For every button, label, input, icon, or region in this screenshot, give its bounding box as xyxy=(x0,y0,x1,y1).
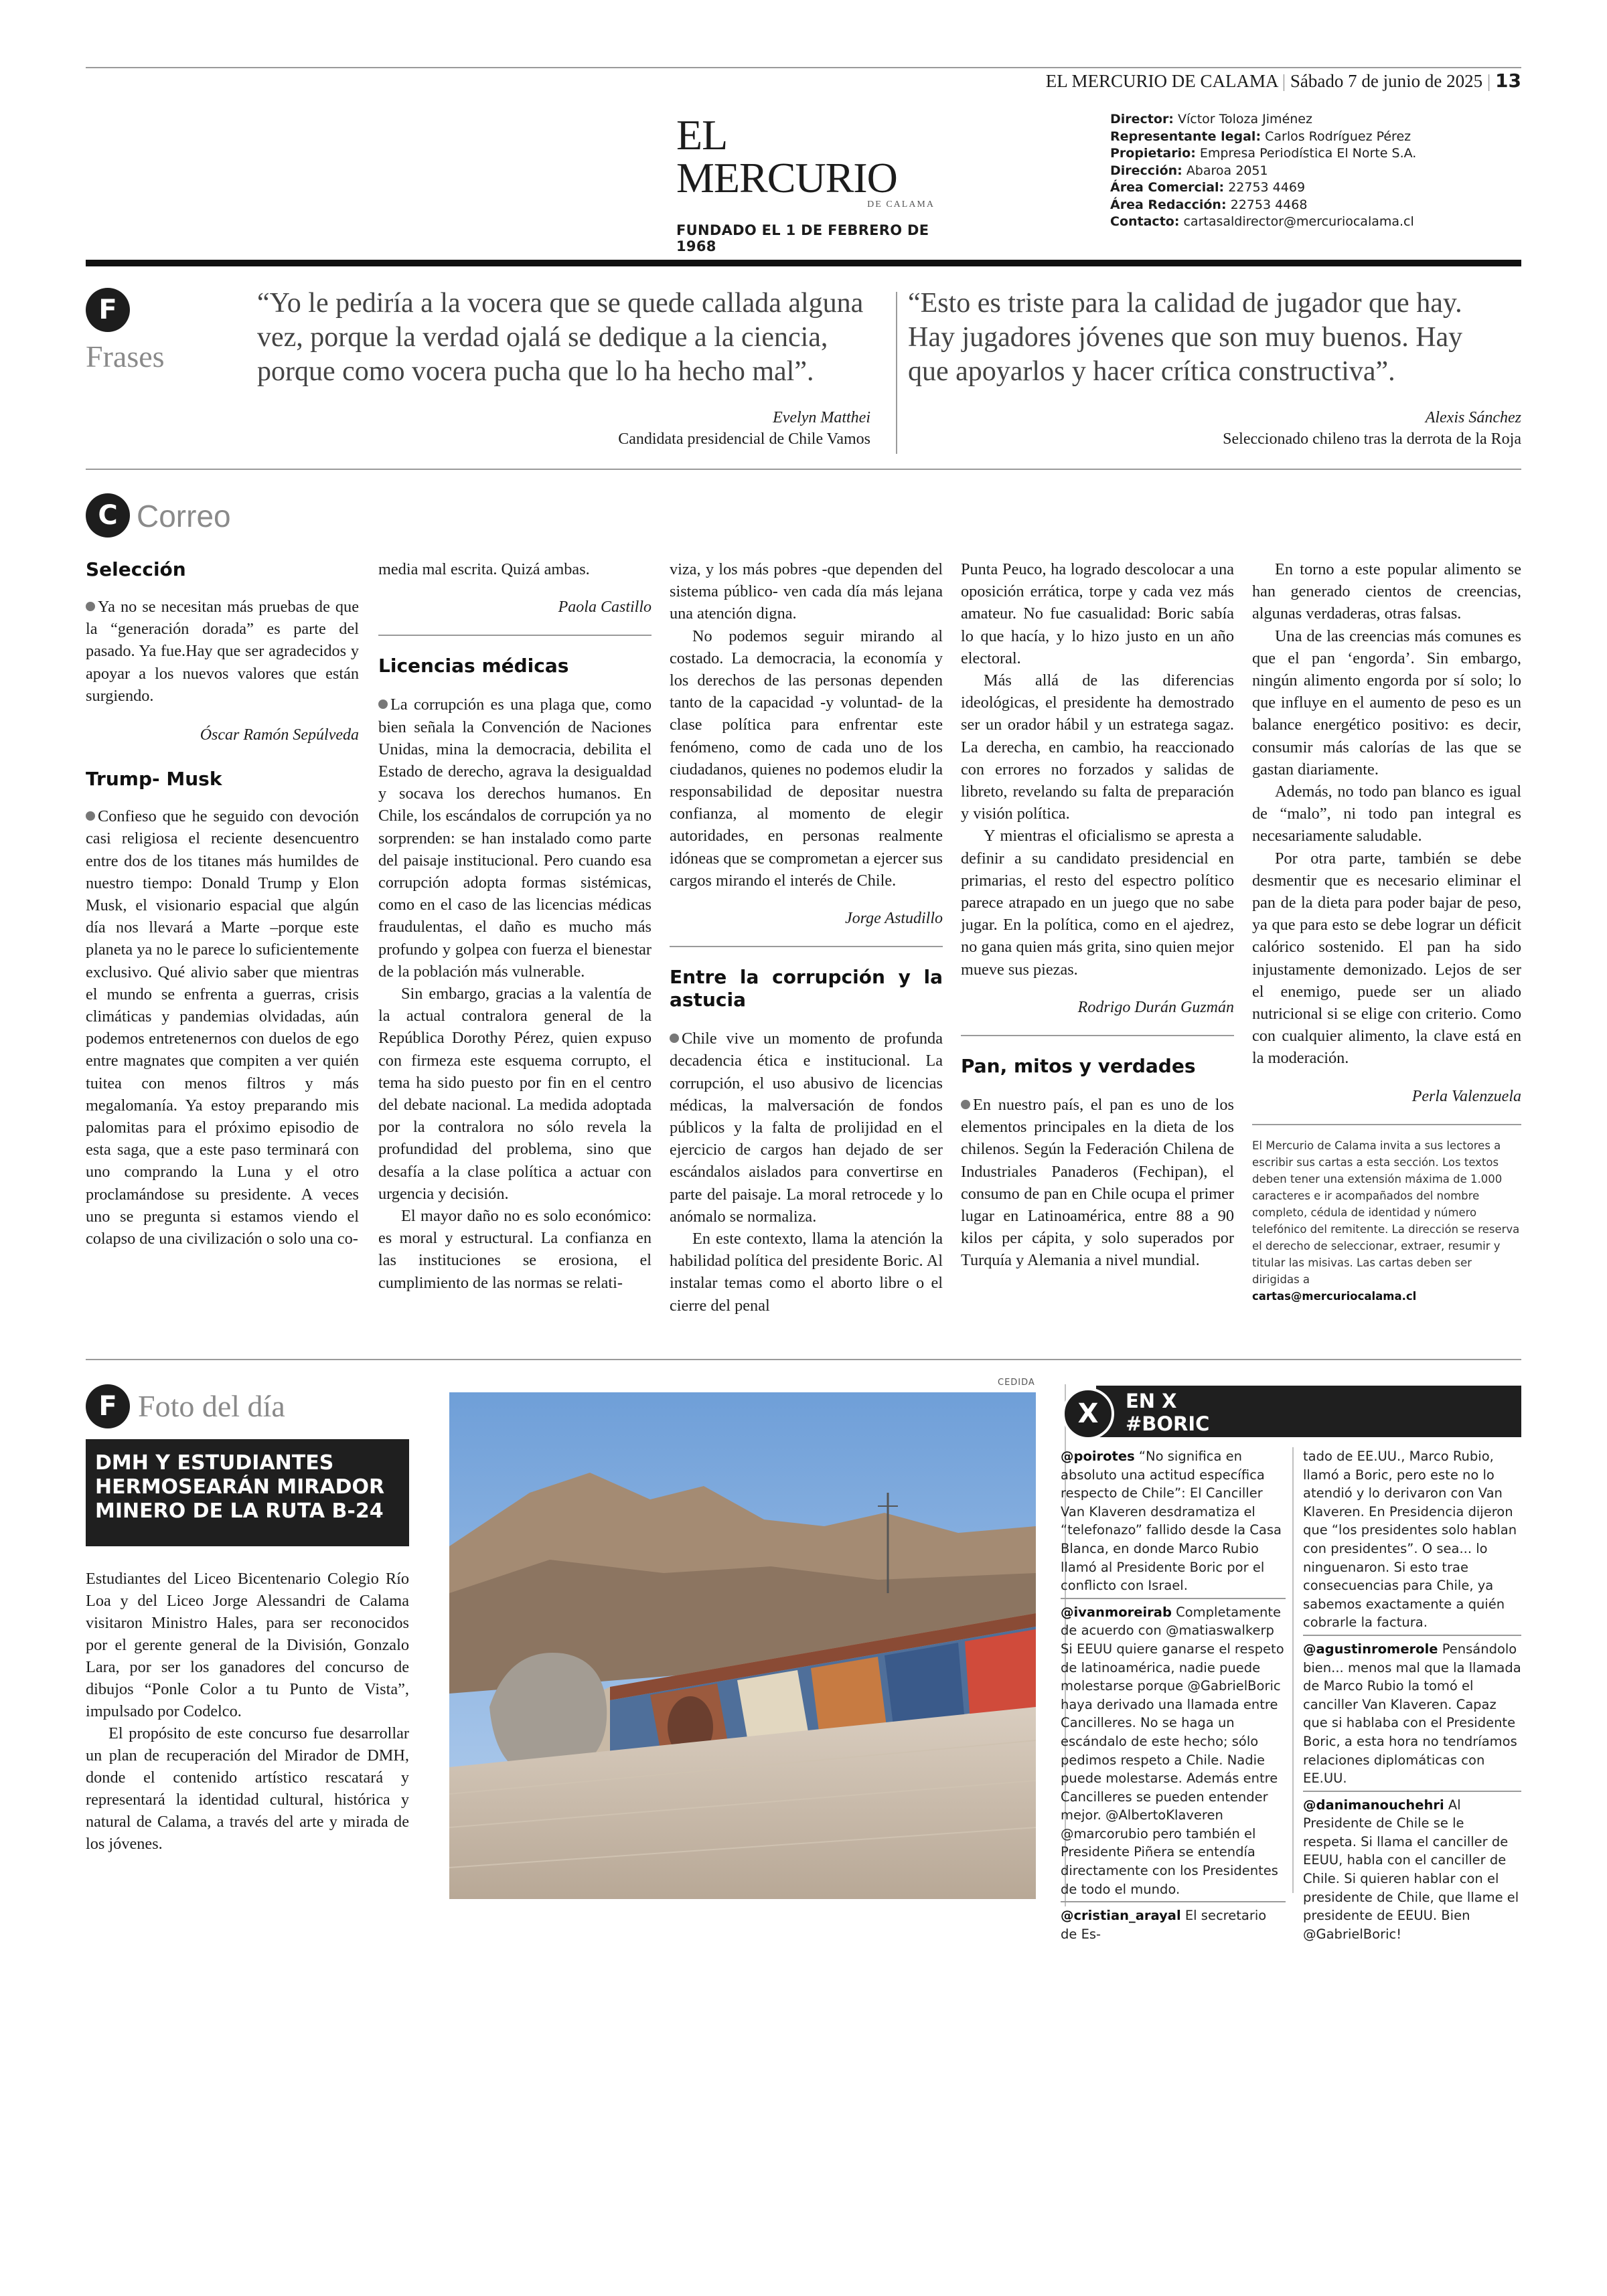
folio xyxy=(1046,70,1521,92)
quote-1-name: Evelyn Matthei xyxy=(773,409,870,426)
letter-title-pan: Pan, mitos y verdades xyxy=(961,1055,1196,1078)
tweet-text: “No significa en absoluto una actitud específica respecto de Chile”: El Canciller Van Klaveren desdramatiza el “telefonazo” fallido desde la Casa Blanca, en donde Marco Rubio llamó al Presidente Boric por el conflicto con Israel. xyxy=(1061,1449,1282,1594)
letter-body: media mal escrita. Quizá ambas. xyxy=(378,560,590,578)
bullet-icon xyxy=(670,1034,679,1043)
quote-divider xyxy=(896,292,897,454)
photo-mirador-mural xyxy=(449,1392,1036,1899)
section-rule xyxy=(86,469,1521,470)
letter-body: Más allá de las diferencias ideológicas, el presidente ha demostrado ser un orador hábil y un estratega sagaz. La derecha, en cambio, ha reaccionado con errores no forzados y salidas de libreto, revelando su falta de preparación y visión política. xyxy=(961,671,1234,823)
letter-body: Ya no se necesitan más pruebas de que la “generación dorada” es parte del pasado. Ya fue.Hay que ser agradecidos y apoyar a los nuevos valores que están surgiendo. xyxy=(86,598,359,705)
letter-author: Rodrigo Durán Guzmán xyxy=(1077,998,1234,1016)
letter-body: Confieso que he seguido con devoción casi religiosa el reciente desencuentro entre dos de los titanes más humildes de nuestro tiempo: Donald Trump y Elon Musk, el visionario espacial que algún día nos llevará a Marte –porque este planeta ya no le parece lo suficientemente exclusivo. Qué alivio saber que mientras el mundo se enfrenta a guerras, crisis climáticas y pandemias olvidadas, aún podemos entretenernos con duelos de ego entre magnates que compiten a ver quién tuitea con menos filtros y más megalomanía. Ya estoy preparando mis palomitas para el próximo episodio de esta saga, que a este paso terminará con uno comprando la Luna y el otro proclamándose su presidente. A veces uno se pregunta si estamos viendo el colapso de una civilización o solo una co- xyxy=(86,807,359,1248)
bullet-icon xyxy=(86,602,95,611)
logo-name: EL MERCURIO xyxy=(676,111,897,201)
submission-email: cartas@mercuriocalama.cl xyxy=(1252,1289,1417,1303)
letter-body: Punta Peuco, ha logrado descolocar a una oposición errática, torpe y cada vez más amateur. No fue casualidad: Boric sabía lo que hacía, y lo hizo justo en un año electoral. xyxy=(961,560,1234,667)
quote-1: “Yo le pediría a la vocera que se quede callada alguna vez, porque la verdad ojalá se dedique a la ciencia, porque como vocera pucha que lo ha hecho mal”. xyxy=(257,288,864,387)
letter-body: En este contexto, llama la atención la habilidad política del presidente Boric. Al instalar temas como el aborto libre o el cierre del penal xyxy=(670,1230,943,1315)
tweets-column-2 xyxy=(1303,1447,1521,1950)
letters-column-3 xyxy=(670,558,943,1317)
bullet-icon xyxy=(378,700,388,709)
submission-notice: El Mercurio de Calama invita a sus lectores a escribir sus cartas a esta sección. Los textos deben tener una extensión máxima de 1.000 caracteres e ir acompañados del nombre completo, cédula de identidad y número telefónico del remitente. La dirección se reserva el derecho de seleccionar, extraer, resumir y titular las misivas. Las cartas deben ser dirigidas a cartas@mercuriocalama.cl xyxy=(1252,1139,1520,1303)
letter-title-licencias: Licencias médicas xyxy=(378,655,569,677)
quote-2-role: Seleccionado chileno tras la derrota de la Roja xyxy=(1223,430,1521,448)
letter-body: En torno a este popular alimento se han generado cientos de creencias, algunas verdaderas, otras falsas. xyxy=(1252,560,1521,623)
frases-badge: F xyxy=(86,288,130,332)
photo-headline: DMH Y ESTUDIANTES HERMOSEARÁN MIRADOR MINERO DE LA RUTA B-24 xyxy=(86,1439,409,1546)
quote-2-signature xyxy=(1051,407,1521,450)
letter-body: Y mientras el oficialismo se apresta a definir a su candidato presidencial en primarias, el resto del espectro político parece atrapado en un juego que no sabe jugar. En la política, como en el ajedrez, no gana quien más grita, sino quien mejor mueve sus piezas. xyxy=(961,827,1234,979)
section-rule xyxy=(86,1359,1521,1360)
quote-1-role: Candidata presidencial de Chile Vamos xyxy=(618,430,870,448)
letters-column-1 xyxy=(86,558,359,1250)
letter-title-seleccion: Selección xyxy=(86,558,186,580)
letter-body: Chile vive un momento de profunda decadencia ética e institucional. La corrupción, el uso abusivo de licencias médicas, la malversación de fondos públicos y la falta de prolijidad en el ejercicio de cargos han dejado de ser escándalos aislados para convertirse en parte del paisaje. La moral retrocede y lo anómalo se normaliza. xyxy=(670,1030,943,1226)
tweet-user[interactable]: @cristian_arayal xyxy=(1061,1908,1181,1924)
foto-badge: F xyxy=(86,1384,130,1428)
letter-body: viza, y los más pobres -que dependen del sistema público- ven cada día más lejana una atención digna. xyxy=(670,560,943,623)
tweet-user[interactable]: @ivanmoreirab xyxy=(1061,1604,1172,1620)
letter-author: Jorge Astudillo xyxy=(845,910,943,928)
folio-sep: | xyxy=(1282,71,1286,91)
foto-label: Foto del día xyxy=(138,1389,285,1423)
photo-caption: Estudiantes del Liceo Bicentenario Colegio Río Loa y del Liceo Jorge Alessandri de Calama visitaron Ministro Hales, para ser reconocidos por el gerente general de la División, Gonzalo Lara, por ser los ganadores del concurso de dibujos “Ponle Color a tu Punto de Vista”, impulsado por Codelco. El propósito de este concurso fue desarrollar un plan de recuperación del Mirador de DMH, donde el contenido artístico rescatará y representará la identidad cultural, histórica y natural de Calama, a través del arte y mirada de los jóvenes. xyxy=(86,1570,409,1853)
bullet-icon xyxy=(961,1100,970,1109)
letters-column-2 xyxy=(378,558,652,1294)
enx-title: EN X xyxy=(1126,1390,1177,1412)
bullet-icon xyxy=(86,811,95,821)
masthead-row: Área Redacción: 22753 4468 xyxy=(1110,197,1308,212)
tweet xyxy=(1061,1906,1286,1946)
tweet xyxy=(1061,1603,1286,1903)
tweet-text: tado de EE.UU., Marco Rubio, llamó a Boric, pero este no lo atendió y lo derivaron con Van Klaveren. En Presidencia dijeron que “los presidentes solo hablan con presidentes”. O sea... lo ninguenaron. Si esto trae consecuencias para Chile, ya sabemos exactamente a quién cobrarle la factura. xyxy=(1303,1449,1517,1631)
page-number: 13 xyxy=(1495,70,1521,92)
masthead xyxy=(1110,111,1416,231)
tweet-user[interactable]: @poirotes xyxy=(1061,1449,1135,1464)
letter-body: Sin embargo, gracias a la valentía de la actual contralora general de la República Dorothy Pérez, quien expuso con firmeza este esquema corrupto, el tema ha sido puesto por fin en el centro del debate nacional. La medida adoptada por la contralora no sólo revela la profundidad del problema, sino que desafía a la clase política a actuar con urgencia y decisión. xyxy=(378,985,652,1203)
folio-paper: EL MERCURIO DE CALAMA xyxy=(1045,71,1278,91)
letter-body: La corrupción es una plaga que, como bien señala la Convención de Naciones Unidas, mina la democracia, debilita el Estado de derecho, agrava la desigualdad y socava los derechos humanos. En Chile, los escándalos de corrupción ya no sorprenden: se han instalado como parte del paisaje institucional. Pero cuando esa corrupción adopta formas sistémicas, como en el caso de las licencias médicas fraudulentas, el daño es mucho más profundo y golpea con fuerza el bienestar de la población más vulnerable. xyxy=(378,695,652,981)
letter-author: Óscar Ramón Sepúlveda xyxy=(200,726,359,744)
top-rule xyxy=(86,67,1521,68)
tweet xyxy=(1303,1640,1521,1792)
masthead-row: Dirección: Abaroa 2051 xyxy=(1110,163,1268,178)
founded-line: FUNDADO EL 1 DE FEBRERO DE 1968 xyxy=(676,222,929,254)
quote-2: “Esto es triste para la calidad de jugador que hay. Hay jugadores jóvenes que son muy buenos. Hay que apoyarlos y hacer crítica constructiva”. xyxy=(908,288,1463,387)
tweet-text: Completamente de acuerdo con @matiaswalkerp Si EEUU quiere ganarse el respeto de latinoamérica, nadie puede molestarse porque @GabrielBoric haya derivado una llamada entre Cancilleres. No se haga un escándalo de este hecho; sólo pedimos respeto a Chile. Nadie puede molestarse. Además entre Cancilleres se pueden entender mejor. @AlbertoKlaveren @marcorubio pero también el Presidente Piñera se entendía directamente con los Presidentes de todo el mundo. xyxy=(1061,1604,1284,1897)
letter-body: En nuestro país, el pan es uno de los elementos principales en la dieta de los chilenos. Según la Federación Chilena de Industriales Panaderos (Fechipan), el consumo de pan en Chile ocupa el primer lugar en Latinoamérica, entre 88 a 90 kilos per cápita, y solo superados por Turquía y Alemania a nivel mundial. xyxy=(961,1096,1234,1270)
frases-label: Frases xyxy=(86,339,165,374)
tweet-column-divider xyxy=(1292,1447,1294,1893)
letter-body: Por otra parte, también se debe desmentir que es necesario eliminar el pan de la dieta para poder bajar de peso, ya que para esto se debe lograr un déficit calórico sostenido. El pan ha sido injustamente demonizado. Lejos de ser el enemigo, puede ser un aliado nutricional si se elige con criterio. Como con cualquier alimento, la clave está en la moderación. xyxy=(1252,849,1521,1068)
tweet-text: El secretario de Es- xyxy=(1061,1908,1267,1942)
letter-body: Una de las creencias más comunes es que el pan ‘engorda’. Sin embargo, ningún alimento engorda por sí solo; lo que influye en el aumento de peso es un balance energético positivo: es decir, consumir más calorías de las que se gastan diariamente. xyxy=(1252,627,1521,778)
tweet-user[interactable]: @agustinromerole xyxy=(1303,1641,1438,1657)
letters-column-4 xyxy=(961,558,1234,1272)
tweet-text: Pensándolo bien... menos mal que la llamada de Marco Rubio la tomó el canciller Van Klaveren. Capaz que si hablaba con el Presidente Boric, a esta hora no tendríamos relaciones diplomáticas con EE.UU. xyxy=(1303,1641,1521,1787)
tweet-text: Al Presidente de Chile se le respeta. Si llama el canciller de EEUU, habla con el canciller de Chile. Si quieren hablar con el presidente de Chile, que llame el presidente de EEUU. Bien @GabrielBoric! xyxy=(1303,1797,1519,1942)
enx-hashtag: #BORIC xyxy=(1126,1412,1210,1435)
enx-header xyxy=(1096,1386,1521,1437)
masthead-row: Propietario: Empresa Periodística El Norte S.A. xyxy=(1110,146,1417,161)
letter-body: No podemos seguir mirando al costado. La democracia, la economía y los derechos de las personas dependen tanto de la capacidad -y voluntad- de la clase política para enfrentar este fenómeno, como de cada uno de los ciudadanos, quienes no podemos eludir la responsabilidad de depositar nuestra confianza, al momento de elegir autoridades, en personas realmente idóneas que se comprometan a ejercer sus cargos mirando el interés de Chile. xyxy=(670,627,943,890)
letter-author: Paola Castillo xyxy=(558,598,652,617)
tweet-user[interactable]: @danimanouchehri xyxy=(1303,1797,1444,1813)
correo-badge: C xyxy=(86,493,130,538)
letter-title-trump-musk: Trump- Musk xyxy=(86,768,222,791)
masthead-row: Área Comercial: 22753 4469 xyxy=(1110,180,1306,195)
letter-body: El mayor daño no es solo económico: es moral y estructural. La confianza en las instituciones se erosiona, el cumplimiento de las normas se relati- xyxy=(378,1207,652,1292)
correo-label: Correo xyxy=(137,499,231,534)
tweets-column-1 xyxy=(1061,1447,1286,1950)
letter-body: Además, no todo pan blanco es igual de “malo”, ni todo pan integral es necesariamente saludable. xyxy=(1252,783,1521,845)
photo-credit: CEDIDA xyxy=(998,1378,1035,1388)
quote-2-name: Alexis Sánchez xyxy=(1425,409,1521,426)
letter-author: Perla Valenzuela xyxy=(1411,1087,1521,1105)
tweet xyxy=(1303,1447,1521,1636)
logo-sub: DE CALAMA xyxy=(867,199,935,210)
masthead-row: Contacto: cartasaldirector@mercuriocalama.cl xyxy=(1110,214,1414,229)
letters-column-5 xyxy=(1252,558,1521,1305)
newspaper-logo xyxy=(676,111,935,254)
folio-date: Sábado 7 de junio de 2025 xyxy=(1290,71,1483,91)
quote-1-signature xyxy=(469,407,870,450)
masthead-row: Representante legal: Carlos Rodríguez Pérez xyxy=(1110,129,1411,144)
letter-title-corrupcion: Entre la corrupción y la astucia xyxy=(670,966,943,1011)
section-divider xyxy=(86,260,1521,266)
mural-photo-illustration xyxy=(449,1392,1036,1899)
tweet xyxy=(1303,1796,1521,1947)
folio-sep: | xyxy=(1486,71,1491,91)
x-logo-icon: X xyxy=(1062,1388,1114,1440)
masthead-row: Director: Víctor Toloza Jiménez xyxy=(1110,112,1312,127)
tweet xyxy=(1061,1447,1286,1599)
